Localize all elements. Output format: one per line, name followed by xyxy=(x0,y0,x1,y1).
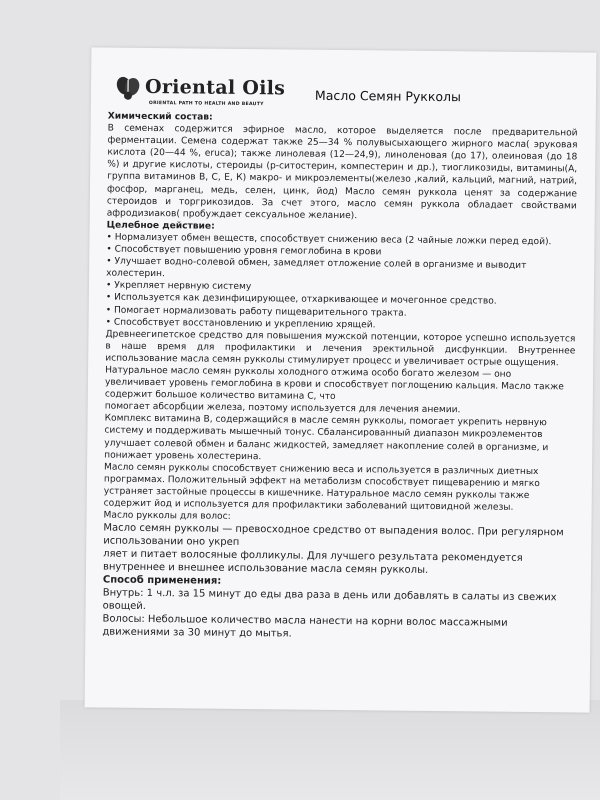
action-item: • Способствует восстановлению и укреплению хрящей. xyxy=(106,316,576,333)
paragraph-hair: Масло семян рукколы — превосходное средство от выпадения волос. При регулярном использовании оно укреп xyxy=(103,522,564,549)
action-item: • Используется как дезинфицирующее, отхаркивающее и мочегонное средство. xyxy=(106,292,576,309)
usage-hair: Волосы: Небольшое количество масла нанести на корни волос массажными движениями за 30 минут до мытья. xyxy=(102,613,508,640)
usage-internal: Внутрь: 1 ч.л. за 15 минут до еды два раза в день или добавлять в салаты из свежих овощей. xyxy=(102,587,557,613)
paragraph-hair-cont: ляет и питает волосяные фолликулы. Для лучшего результата рекомендуется внутреннее и внешнее использование масла семян рукколы. xyxy=(102,548,523,577)
paragraph-iron-cont: помогает абсорбции железа, поэтому используется для лечения анемии. xyxy=(104,401,461,416)
usage-heading: Способ применения: xyxy=(102,574,222,587)
leaf-logo-icon xyxy=(115,74,141,104)
action-item: • Улучшает водно-солевой обмен, замедляет отложение солей в организме и выводит холестерин. xyxy=(106,256,576,285)
action-item: • Помогает нормализовать работу пищеварительного тракта. xyxy=(106,304,576,321)
paragraph-iron: Натуральное масло семян рукколы холодного отжима особо богато железом — оно увеличивает уровень гемоглобина в крови и способствует поглощению кальция. Масло также содержит большое количество витамина С, что xyxy=(104,365,564,403)
action-item: • Нормализует обмен веществ, способствует снижению веса (2 чайные ложки перед едой). xyxy=(106,231,576,248)
leaflet-body xyxy=(102,111,578,644)
composition-text: В семенах содержится эфирное масло, которое выделяется после предварительной ферментации. Семена содержат также 25—34 % полувысыхающего жирного масла( эруковая кислота (20—44 %, eruca); также линолевая (12—24,9), линоленовая (до 17), олеиновая (до 18 %) и другие кислоты, стероиды (р-ситостерин, компестерин и др.), тиогликозиды, витамины(А, группа витаминов В, С, Е, К) макро- и микроэлементы(железо ,калий, кальций, магний, натрий, фосфор, марганец, медь, селен, цинк, йод) Масло семян руккола ценят за содержание стероидов и торгрикозидов. За счет этого, масло семян руккола обладает свойствами афродизиаков( пробуждает сексуальное желание). xyxy=(106,123,578,221)
leaflet-page xyxy=(85,47,597,712)
hair-heading: Масло рукколы для волос: xyxy=(103,510,231,522)
action-item: • Укрепляет нервную систему xyxy=(106,280,576,297)
paragraph-potency: Древнеегипетское средство для повышения мужской потенции, которое успешно используется в наше время для профилактики и лечения эректильной дисфункции. Внутреннее использование масла семян рукколы стимулирует процесс и увеличивает острые ощущения. xyxy=(105,329,576,369)
paragraph-weight: Масло семян рукколы способствует снижению веса и используется в различных диетных программах. Положительный эффект на метаболизм способствует пищеварению и мягко устраняет застойные процессы в кишечнике. Натуральное масло семян рукколы также содержит йод и используется для профилактики заболеваний щитовидной железы. xyxy=(103,462,540,513)
table-surface xyxy=(60,700,600,800)
composition-heading: Химический состав: xyxy=(107,111,213,123)
document-title: Масло Семян Рукколы xyxy=(314,87,462,105)
action-heading: Целебное действие: xyxy=(106,220,215,232)
paragraph-vitamin-b: Комплекс витамина В, содержащийся в масле семян рукколы, помогает укрепить нервную систему и поддерживать мышечный тонус. Сбалансированный диапазон микроэлементов улучшает солевой обмен и баланс жидкостей, замедляет накопление солей в организме, и понижает уровень холестерина. xyxy=(104,413,549,462)
brand-tagline: ORIENTAL PATH TO HEALTH AND BEAUTY xyxy=(148,100,264,108)
brand-name: Oriental Oils xyxy=(144,75,286,100)
action-item: • Способствует повышению уровня гемоглобина в крови xyxy=(106,244,576,261)
